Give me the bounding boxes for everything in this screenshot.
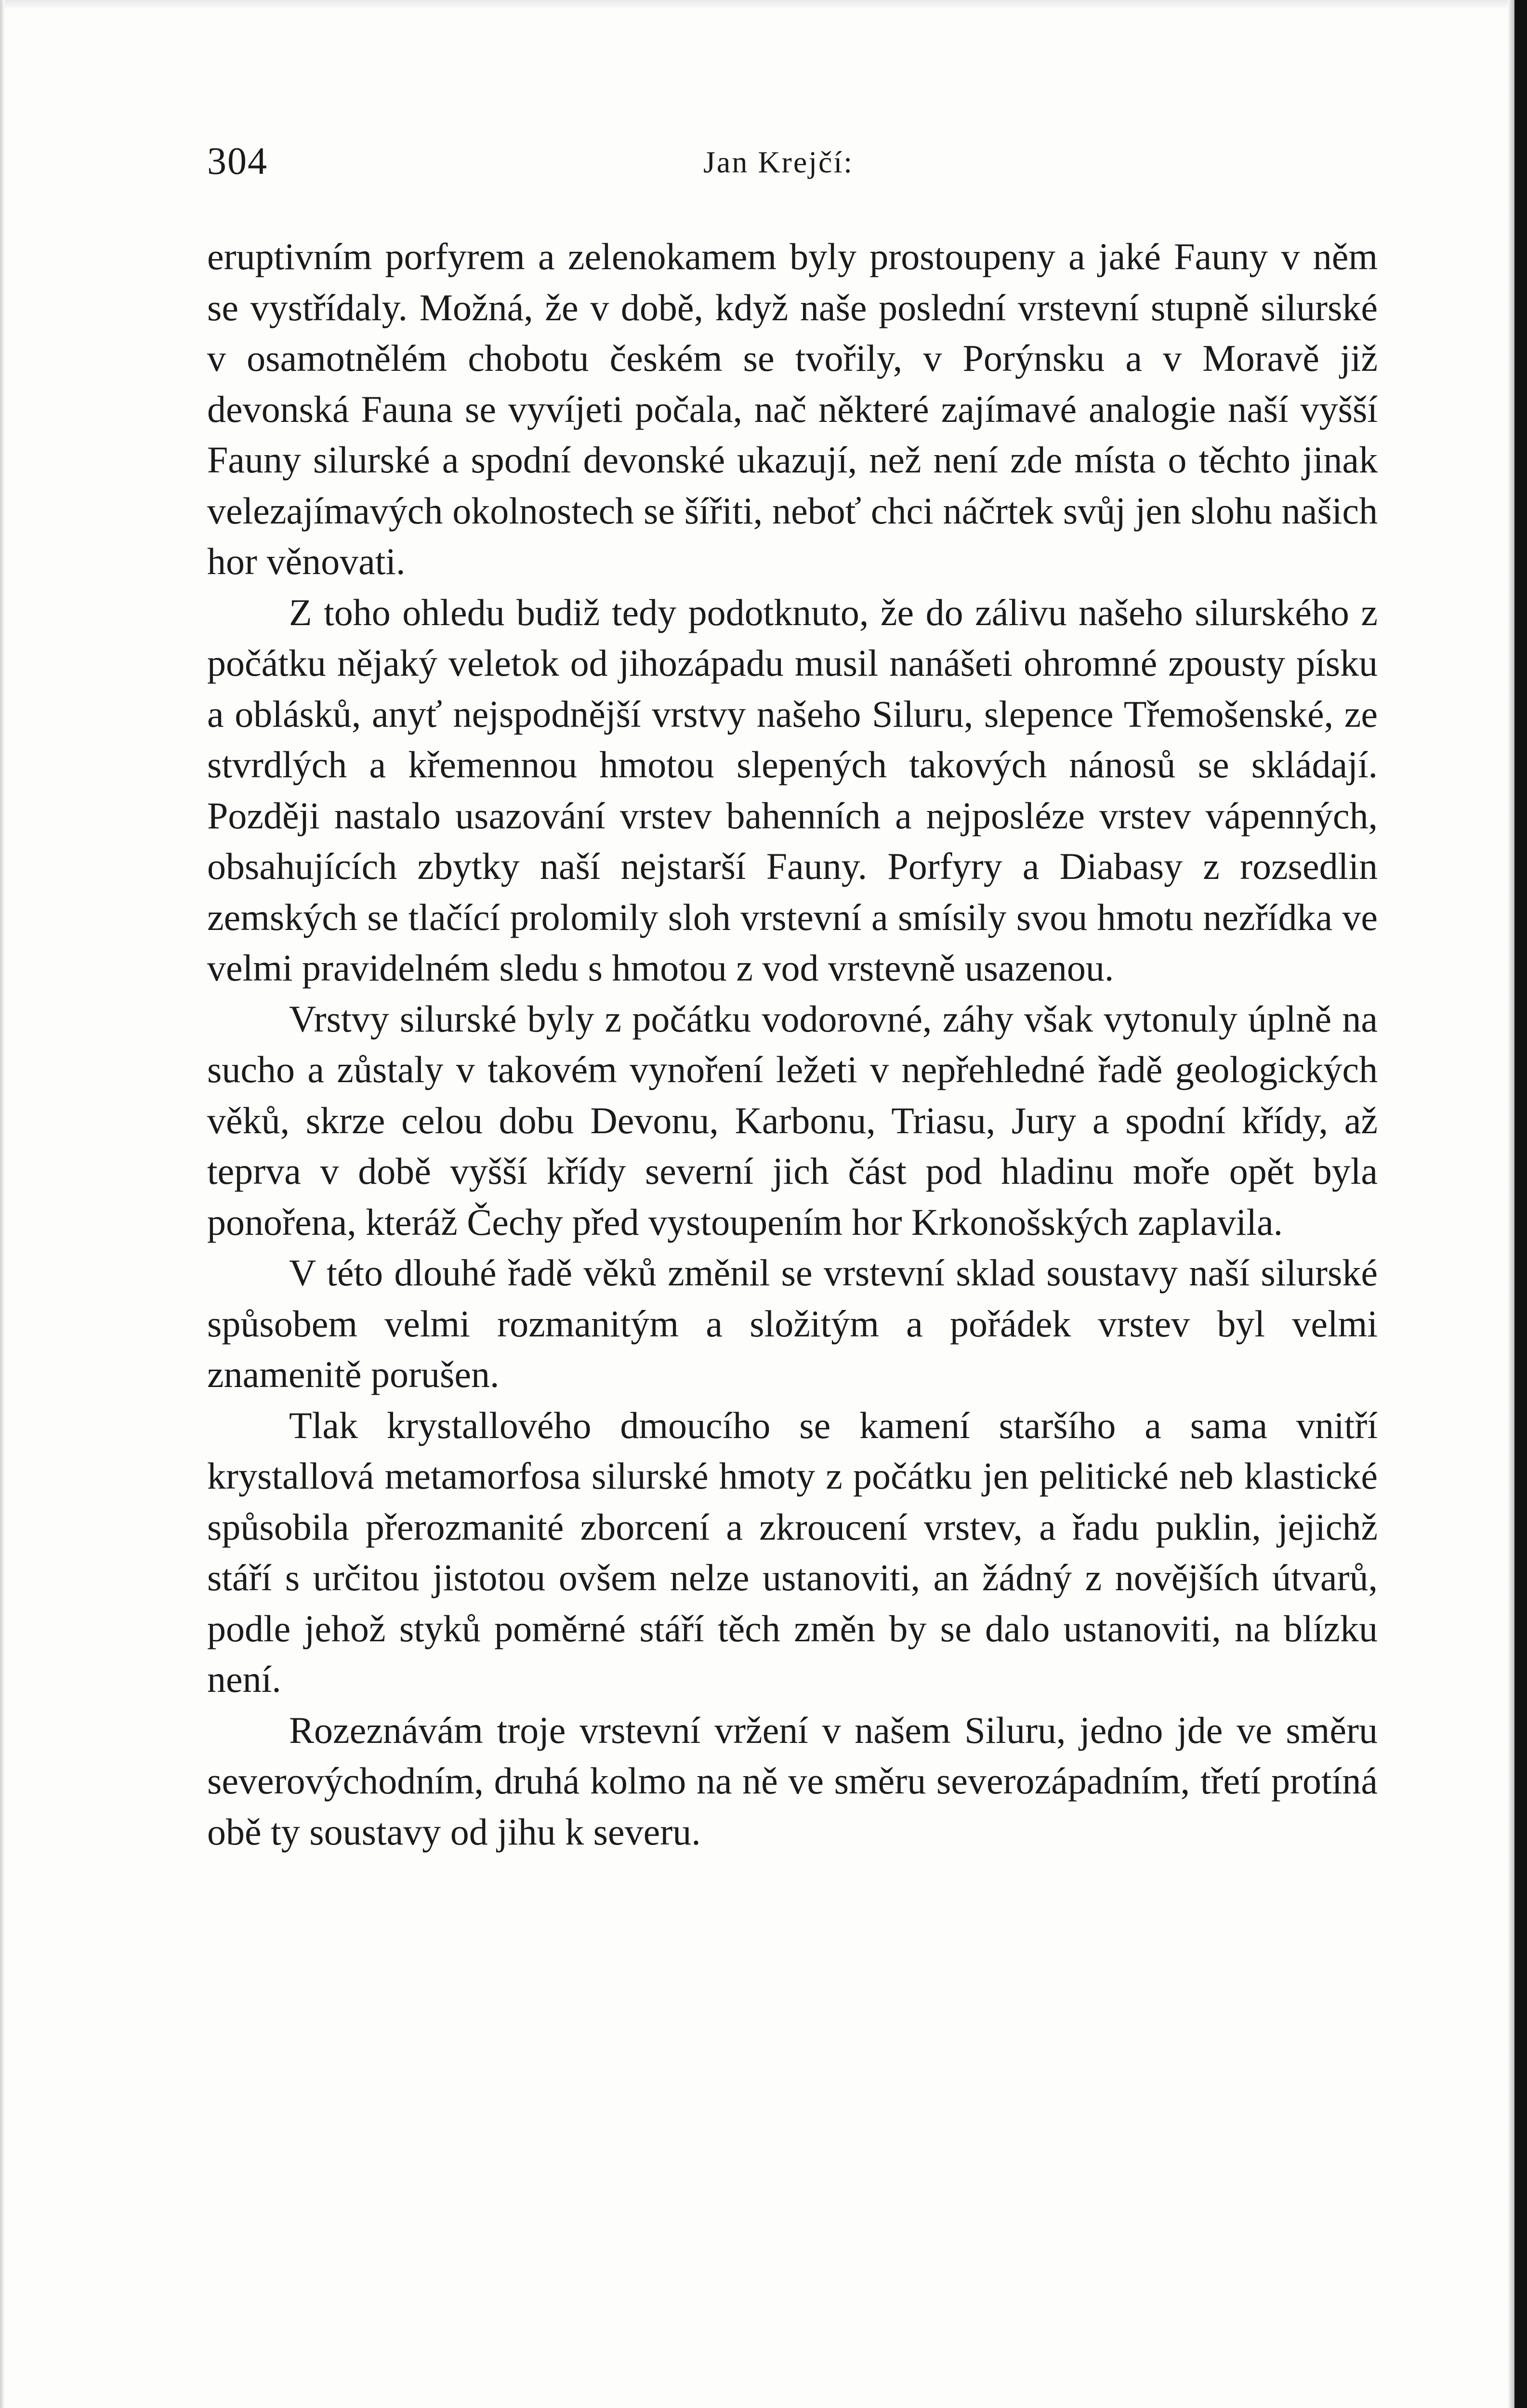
scan-edge-right: [1514, 0, 1527, 2408]
paragraph: V této dlouhé řadě věků změnil se vrstevní sklad soustavy naší silurské spůsobem velmi rozmanitým a složitým a pořádek vrstev byl velmi znamenitě porušen.: [207, 1252, 1378, 1395]
paragraph: Vrstvy silurské byly z počátku vodorovné, záhy však vytonuly úplně na sucho a zůstaly v takovém vynoření ležeti v nepřehledné řadě geologických věků, skrze celou dobu Devonu, Karbonu, Triasu, Jury a spodní křídy, až teprva v době vyšší křídy severní jich část pod hladinu moře opět byla ponořena, kteráž Čechy před vystoupením hor Krkonošských zaplavila.: [207, 997, 1378, 1243]
scan-edge-top: [0, 0, 1527, 10]
paragraph-continuation: eruptivním porfyrem a zelenokamem byly prostoupeny a jaké Fauny v něm se vystřídaly. Možná, že v době, když naše poslední vrstevní stupně silurské v osamotnělém chobotu českém se tvořily, v Porýnsku a v Moravě již devonská Fauna se vyvíjeti počala, nač některé zajímavé analogie naší vyšší Fauny silurské a spodní devonské ukazují, než není zde místa o těchto jinak velezajímavých okolnostech se šířiti, neboť chci náčrtek svůj jen slohu našich hor věnovati.: [207, 236, 1378, 582]
page-number: 304: [207, 140, 268, 183]
running-head-author: Jan Krejčí:: [703, 145, 854, 179]
text-body: [207, 231, 1378, 1857]
scan-edge-shadow: [1508, 0, 1514, 2408]
scan-edge-left: [0, 0, 5, 2408]
paragraph: Tlak krystallového dmoucího se kamení staršího a sama vnitří krystallová metamorfosa silurské hmoty z počátku jen pelitické neb klastické spůsobila přerozmanité zborcení a zkroucení vrstev, a řadu puklin, jejichž stáří s určitou jistotou ovšem nelze ustanoviti, an žádný z novějších útvarů, podle jehož styků poměrné stáří těch změn by se dalo ustanoviti, na blízku není.: [207, 1404, 1378, 1700]
paragraph: Z toho ohledu budiž tedy podotknuto, že do zálivu našeho silurského z počátku nějaký veletok od jihozápadu musil nanášeti ohromné zpousty písku a oblásků, anyť nejspodnější vrstvy našeho Siluru, slepence Třemošenské, ze stvrdlých a křemennou hmotou slepených takových nánosů se skládají. Později nastalo usazování vrstev bahenních a nejposléze vrstev vápenných, obsahujících zbytky naší nejstarší Fauny. Porfyry a Diabasy z rozsedlin zemských se tlačící prolomily sloh vrstevní a smísily svou hmotu nezřídka ve velmi pravidelném sledu s hmotou z vod vrstevně usazenou.: [207, 591, 1378, 989]
running-head: [207, 140, 1378, 193]
paragraph: Rozeznávám troje vrstevní vržení v našem Siluru, jedno jde ve směru severovýchodním, druhá kolmo na ně ve směru severozápadním, třetí protíná obě ty soustavy od jihu k severu.: [207, 1709, 1378, 1853]
